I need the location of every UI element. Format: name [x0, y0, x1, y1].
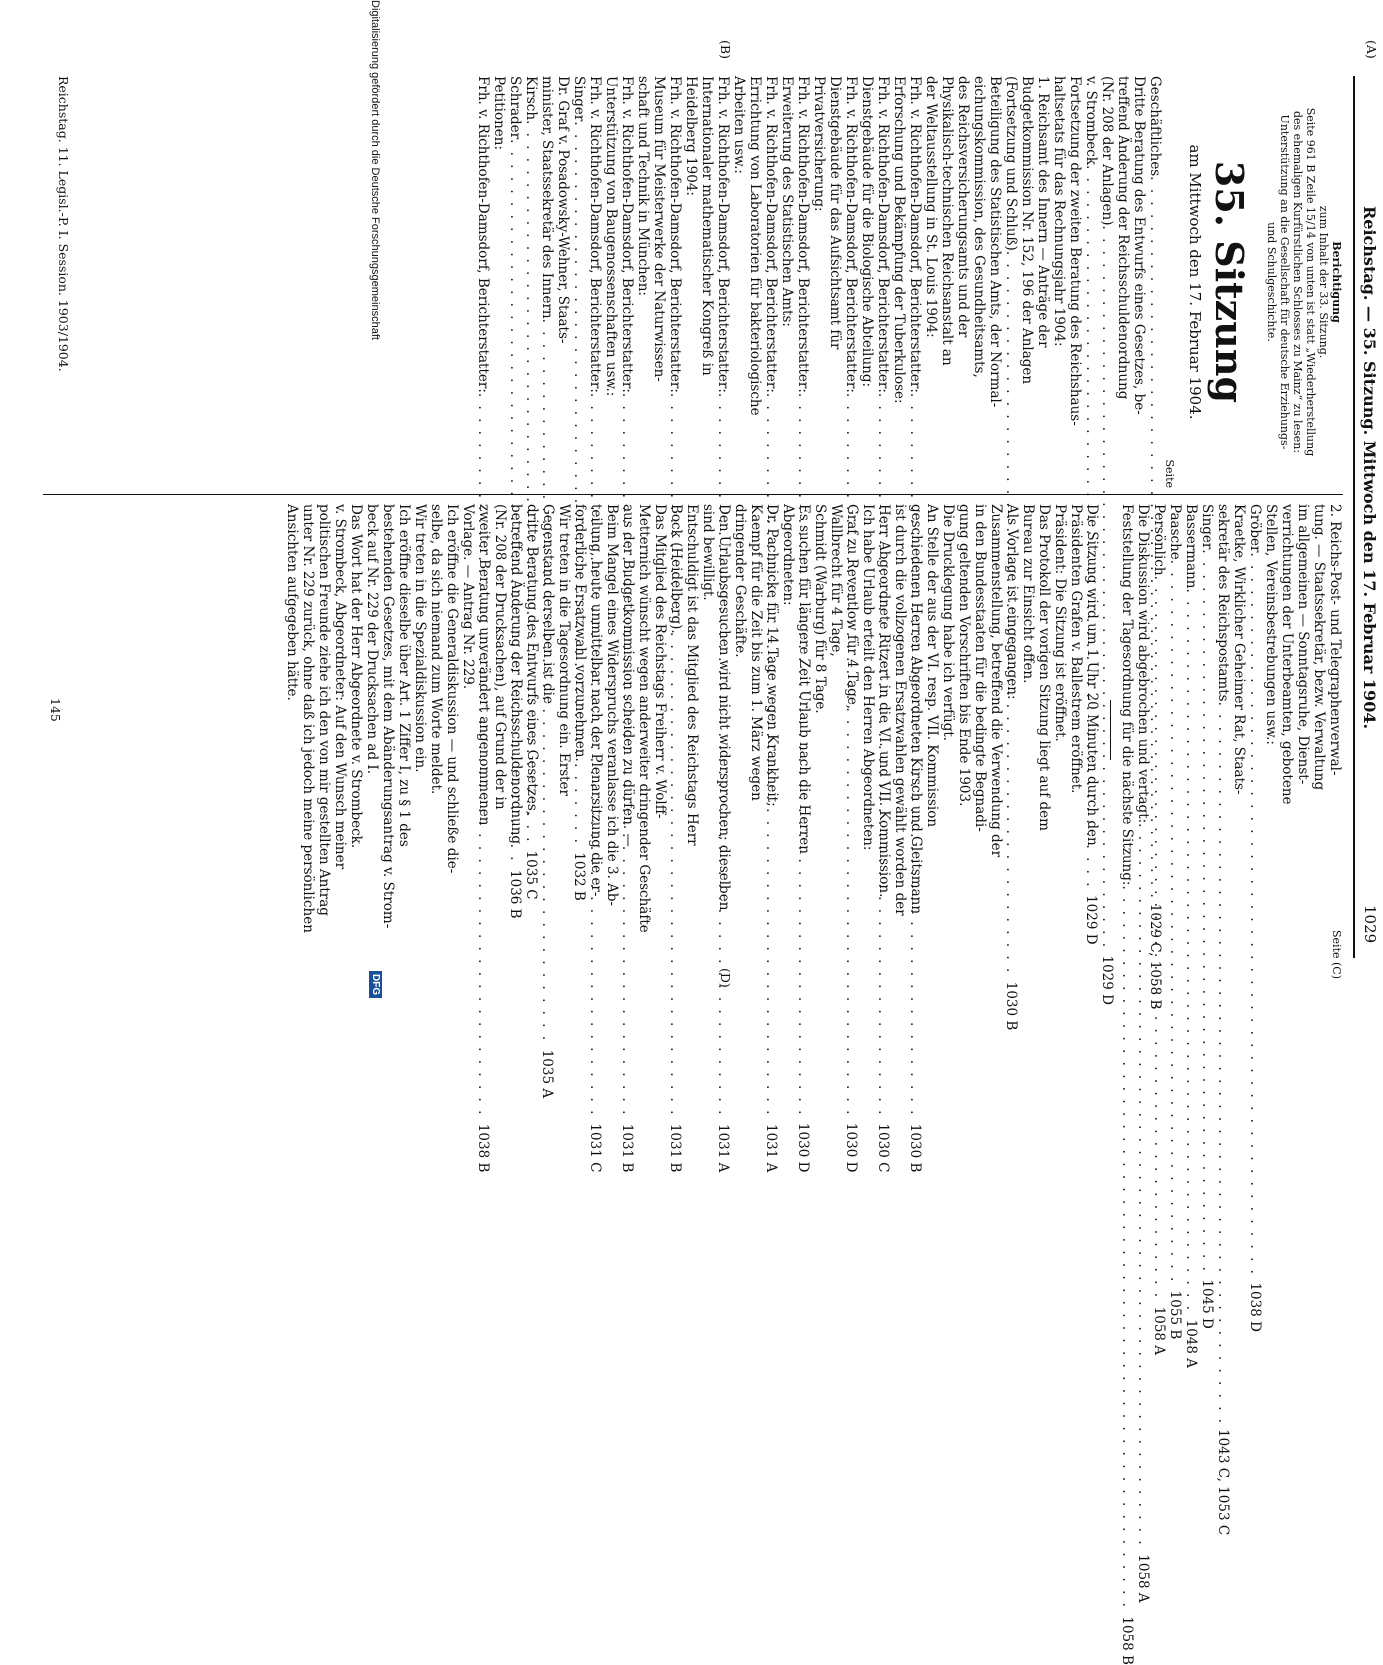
toc-leader-dots: [1119, 885, 1135, 1609]
toc-leader-dots: [1247, 552, 1263, 1276]
text-line: (Nr. 208 der Drucksachen), auf Grund der in: [492, 504, 508, 810]
toc-entry-page: 1030 C: [875, 1123, 891, 1173]
text-line: Gegenstand derselben ist die: [540, 504, 556, 704]
text-line: teilung, heute unmittelbar nach der Plenarsitzung die er-: [588, 504, 604, 897]
text-line: Ich habe Urlaub erteilt den Herren Abgeordneten:: [860, 504, 876, 851]
page-header-title: Reichstag. — 35. Sitzung. Mittwoch den 17. Februar 1904.: [1360, 206, 1379, 730]
toc-entry-page: 1030 D: [843, 1122, 859, 1173]
toc-entry-text: Erweiterung des Statistischen Amts:: [779, 76, 795, 327]
toc-entry: [1119, 504, 1135, 1665]
toc-leader-dots: [1151, 576, 1167, 1300]
toc-entry-page: 1029 D: [1099, 955, 1115, 1005]
text-line: Ich eröffne dieselbe über Art. 1 Ziffer I, zu § 1 des: [396, 504, 412, 847]
toc-entry-text: Kraetke, Wirklicher Geheimer Rat, Staats-: [1231, 504, 1247, 795]
correction-line: Seite 961 B Zeile 15/14 von unten ist statt „Wiederherstellung: [1304, 107, 1317, 457]
text-line: Graf zu Reventlow für 4 Tage,: [844, 504, 860, 710]
toc-entry: [1279, 504, 1295, 956]
toc-entry-page: 1030 B: [907, 1123, 923, 1173]
toc-entry: [731, 76, 747, 488]
toc-entry-text: Petitionen:: [491, 76, 507, 151]
toc-entry-text: Frh. v. Richthofen-Damsdorf, Berichterstatter:: [763, 76, 779, 393]
text-line: Vorlage. — Antrag Nr. 229.: [460, 504, 476, 690]
text-line: zweiter Beratung unverändert angenommenen: [476, 504, 492, 826]
text-line: politischen Freunde ziehe ich den von mir gestellten Antrag: [316, 504, 332, 916]
toc-entry: [859, 76, 875, 488]
text-line: An Stelle der aus der VI. resp. VII. Kommission: [924, 504, 940, 828]
toc-entry-text: Die Diskussion wird abgebrochen und vertagt:: [1135, 504, 1151, 824]
text-line: Die Sitzung wird um 1 Uhr 20 Minuten durch den: [1084, 504, 1100, 846]
toc-entry-page: 1035 C: [523, 850, 539, 900]
text-line: Kaempf für die Zeit bis zum 1. März wegen: [748, 504, 764, 801]
toc-entry-text: Internationaler mathematischer Kongreß in: [699, 76, 715, 376]
toc-entry: [1135, 504, 1151, 1603]
toc-entry-text: Unterstützung von Baugenossenschaften usw.:: [603, 76, 619, 397]
toc-entry-text: minister, Staatssekretär des Innern: [539, 76, 555, 319]
text-line: Das Protokoll der vorigen Sitzung liegt auf dem: [1036, 504, 1052, 831]
page-number: 1029: [1361, 905, 1379, 944]
toc-entry: [1115, 76, 1131, 488]
text-line: bestehenden Gesetzes, mit dem Abänderungsantrag v. Strom-: [380, 504, 396, 929]
proceedings-text: [284, 504, 1100, 956]
toc-entry-text: Physikalisch-technischen Reichsanstalt an: [939, 76, 955, 366]
toc-entry: [955, 76, 971, 488]
toc-entry-text: Frh. v. Richthofen-Damsdorf, Berichterstatter:: [875, 76, 891, 393]
toc-entry-text: Frh. v. Richthofen-Damsdorf, Berichterstatter:: [667, 76, 683, 393]
toc-entry: [603, 76, 619, 488]
dfg-logo-icon: DFG: [369, 971, 382, 998]
text-line: Bureau zur Einsicht offen.: [1020, 504, 1036, 684]
toc-entry-text: tung. — Staatssekretär, bezw. Verwaltung: [1311, 504, 1327, 791]
text-line: Präsidenten Grafen v. Ballestrem eröffnet.: [1068, 504, 1084, 794]
column-rule: [43, 494, 1343, 495]
toc-entry-page: 1031 A: [763, 1124, 779, 1173]
text-line: Abgeordneten:: [780, 504, 796, 606]
toc-entry-text: Frh. v. Richthofen-Damsdorf, Berichterstatter:: [843, 76, 859, 393]
toc-leader-dots: [1183, 589, 1199, 1313]
toc-leader-dots: [1167, 560, 1183, 1284]
toc-entry-text: Singer: [1199, 504, 1215, 550]
toc-entry: [1231, 504, 1247, 956]
toc-entry-text: Frh. v. Richthofen-Damsdorf, Berichterstatter:: [475, 76, 491, 393]
toc-entry: [1295, 504, 1311, 956]
toc-entry: [1247, 504, 1263, 1332]
text-line: dringender Geschäfte.: [732, 504, 748, 658]
toc-entry-page: 1038 B: [475, 1123, 491, 1173]
text-line: Herr Abgeordnete Ritzert in die VI. und VII. Kommission.: [876, 504, 892, 898]
toc-entry-text: Museum für Meisterwerke der Naturwissen-: [651, 76, 667, 382]
text-line: selbe, da sich niemand zum Worte meldet.: [428, 504, 444, 795]
text-line: betreffend Änderung der Reichsschuldenordnung: [508, 504, 524, 845]
toc-entry: [1019, 76, 1035, 488]
toc-entry-text: Erforschung und Bekämpfung der Tuberkulose:: [891, 76, 907, 404]
text-line: Entschuldigt ist das Mitglied des Reichstags Herr: [684, 504, 700, 846]
text-line: Den Urlaubsgesuchen wird nicht widersprochen; dieselben: [716, 504, 732, 911]
toc-entry: [1263, 504, 1279, 956]
toc-entry-text: im allgemeinen — Sonntagsruhe, Dienst-: [1295, 504, 1311, 785]
correction-line: zum Inhalt der 33. Sitzung.: [1317, 205, 1330, 359]
toc-entry-text: Schrader: [507, 76, 523, 140]
toc-entry-text: der Weltausstellung in St. Louis 1904:: [923, 76, 939, 338]
toc-entry-text: Beteiligung des Statistischen Amts, der Normal-: [987, 76, 1003, 408]
toc-entry: [1183, 504, 1199, 1369]
header-rule: [1353, 76, 1355, 958]
toc-entry-page: 1030 B: [1003, 981, 1019, 1031]
text-line: Präsident: Die Sitzung ist eröffnet.: [1052, 504, 1068, 742]
seite-label: Seite: [1163, 459, 1176, 488]
text-line: Ich eröffne die Generaldiskussion — und schließe die-: [444, 504, 460, 874]
toc-entry-page: 1048 A: [1183, 1319, 1199, 1369]
text-line: Dr. Pachnicke für 14 Tage wegen Krankheit;: [764, 504, 780, 807]
toc-entry-text: Privatversicherung:: [811, 76, 827, 212]
text-line: ist durch die vollzogenen Ersatzwahlen gewählt worden der: [892, 504, 908, 916]
margin-marker-b: (B): [718, 40, 733, 59]
toc-entry-text: Dienstgebäude für die Biologische Abteilung:: [859, 76, 875, 388]
toc-entry: [747, 76, 763, 488]
toc-entry-text: Gröber: [1247, 504, 1263, 553]
toc-entry: [635, 76, 651, 488]
toc-entry-text: Budgetkommission Nr. 152, 196 der Anlagen: [1019, 76, 1035, 385]
text-line: Ansichten aufgegeben hätte.: [284, 504, 300, 701]
text-line: Das Wort hat der Herr Abgeordnete v. Strombeck.: [348, 504, 364, 849]
toc-entry-text: Kirsch: [523, 76, 539, 121]
toc-entry-page: 1036 B: [507, 870, 523, 919]
toc-entry-page: 1043 C, 1053 C: [1215, 1429, 1231, 1536]
toc-entry-text: schaft und Technik in München:: [635, 76, 651, 296]
text-line: forderliche Ersatzwahl vorzunehmen.: [572, 504, 588, 762]
text-line: Es suchen für längere Zeit Urlaub nach die Herren: [796, 504, 812, 854]
text-line: in den Bundesstaaten für die bedingte Begnadi-: [972, 504, 988, 832]
page-foot-number: 145: [48, 698, 63, 722]
text-line: Bock (Heidelberg).: [668, 504, 684, 634]
toc-entry-page: 1058 B: [1119, 1616, 1135, 1665]
text-line: v. Strombeck, Abgeordneter: Auf den Wunsch meiner: [332, 504, 348, 870]
toc-entry-page: 1031 B: [667, 1123, 683, 1173]
toc-entry-text: (Nr. 208 der Anlagen): [1099, 76, 1115, 226]
text-line: Wir treten in die Spezialdiskussion ein.: [412, 504, 428, 773]
text-line: aus der Budgetkommission scheiden zu dürfen. —: [620, 504, 636, 847]
toc-entry-text: Frh. v. Richthofen-Damsdorf, Berichterstatter:: [587, 76, 603, 393]
toc-entry: [1035, 76, 1051, 488]
toc-entry-page: 1029 C, 1058 B: [1147, 903, 1163, 1010]
toc-entry-text: treffend Änderung der Reichsschuldenordnung: [1115, 76, 1131, 400]
toc-entry: [683, 76, 699, 488]
correction-line: des ehemaligen Kurfürstlichen Schlosses zu Mainz“ zu lesen:: [1291, 110, 1304, 454]
correction-line: und Schulgeschichte.: [1265, 222, 1278, 342]
text-line: geschiedenen Herren Abgeordneten Kirsch und Gleitsmann: [908, 504, 924, 915]
toc-entry-text: Persönlich: [1151, 504, 1167, 576]
toc-entry-page: 1029 D: [1083, 895, 1099, 945]
toc-entry-text: 2. Reichs-Post- und Telegraphenverwal-: [1327, 504, 1343, 776]
toc-entry-page: 1030 D: [795, 1122, 811, 1173]
toc-entry: [987, 76, 1003, 488]
toc-entry-text: des Reichsversicherungsamts und der: [955, 76, 971, 338]
toc-entry-page: 1031 A: [715, 1124, 731, 1173]
toc-entry-page: 1058 A: [1135, 1554, 1151, 1603]
text-line: Wallbrecht für 4 Tage,: [828, 504, 844, 657]
correction-title: Berichtigung: [1330, 241, 1343, 323]
toc-entry-text: Dienstgebäude für das Aufsichtsamt für: [827, 76, 843, 350]
toc-entry-page: 1032 B: [571, 852, 587, 901]
toc-entry-text: Frh. v. Richthofen-Damsdorf, Berichterstatter:: [907, 76, 923, 393]
toc-entry-text: v. Strombeck: [1083, 76, 1099, 166]
toc-entry: [1167, 504, 1183, 1340]
toc-entry-text: 1. Reichsamt des Innern — Anträge der: [1035, 76, 1051, 348]
toc-entry: [555, 76, 571, 488]
toc-entry-text: (Fortsetzung und Schluß): [1003, 76, 1019, 251]
separator-rule: [1110, 700, 1111, 760]
margin-marker-a: (A): [1364, 40, 1379, 59]
toc-entry: [651, 76, 667, 488]
toc-entry: [491, 76, 507, 488]
toc-entry: [1199, 504, 1215, 1329]
toc-entry-text: Dr. Graf v. Posadowsky-Wehner, Staats-: [555, 76, 571, 344]
toc-entry: [971, 76, 987, 488]
digitization-credit: [363, 0, 383, 1000]
text-line: gung geltenden Vorschriften bis Ende 1903.: [956, 504, 972, 807]
toc-entry: [811, 76, 827, 488]
toc-entry: [1131, 76, 1147, 488]
toc-entry-text: Stellen, Vereinsbestrebungen usw.:: [1263, 504, 1279, 745]
toc-entry-page: 1055 B: [1167, 1290, 1183, 1340]
text-line: Metternich wünscht wegen anderweiter dringender Geschäfte: [636, 504, 652, 933]
toc-entry: [939, 76, 955, 488]
toc-entry: [891, 76, 907, 488]
toc-entry: [1067, 76, 1083, 488]
toc-entry: [1311, 504, 1327, 956]
text-line: Das Mitglied des Reichstags Freiherr v. Wolff-: [652, 504, 668, 819]
session-title: 35. Sitzung: [1207, 160, 1252, 404]
toc-entry-text: haltsetats für das Rechnungsjahr 1904:: [1051, 76, 1067, 347]
text-line: Zusammenstellung, betreffend die Verwendung der: [988, 504, 1004, 858]
toc-entry-text: Feststellung der Tagesordnung für die nächste Sitzung:: [1119, 504, 1135, 886]
text-line: dritte Beratung des Entwurfs eines Gesetzes,: [524, 504, 540, 816]
margin-marker-d: (D): [718, 968, 733, 988]
toc-entry-page: 1035 A: [539, 1049, 555, 1099]
toc-entry: [699, 76, 715, 488]
toc-leader-dots: [1215, 702, 1231, 1426]
toc-entry: [1327, 504, 1343, 956]
toc-entry-page: 1045 D: [1199, 1279, 1215, 1329]
text-line: Beim Mangel eines Widerspruchs veranlasse ich die 3. Ab-: [604, 504, 620, 907]
toc-entry-text: Arbeiten usw.:: [731, 76, 747, 174]
toc-entry: [1051, 76, 1067, 488]
toc-entry: [1099, 76, 1115, 1005]
session-date: am Mittwoch den 17. Februar 1904.: [1186, 144, 1204, 420]
toc-entry-text: Paasche: [1167, 504, 1183, 560]
toc-entry-text: Frh. v. Richthofen-Damsdorf, Berichterstatter:: [715, 76, 731, 393]
toc-leader-dots: [1199, 549, 1215, 1273]
toc-entry-text: Dritte Beratung des Entwurfs eines Gesetzes, be-: [1131, 76, 1147, 415]
toc-entry-text: Frh. v. Richthofen-Damsdorf, Berichterstatter:: [795, 76, 811, 393]
text-line: sind bewilligt.: [700, 504, 716, 601]
toc-entry-text: Bassermann: [1183, 504, 1199, 589]
toc-entry-text: Geschäftliches: [1147, 76, 1163, 177]
toc-entry-page: 1058 A: [1151, 1306, 1167, 1356]
credit-text: Digitalisierung gefördert durch die Deutsche Forschungsgemeinschaft: [369, 0, 381, 340]
toc-entry-text: Frh. v. Richthofen-Damsdorf, Berichterstatter:: [619, 76, 635, 393]
text-line: Die Drucklegung habe ich verfügt.: [940, 504, 956, 742]
toc-leader-dots: [1135, 823, 1151, 1547]
toc-entry: [923, 76, 939, 488]
toc-entry-text: Heidelberg 1904:: [683, 76, 699, 196]
toc-entry: [827, 76, 843, 488]
footer-session: Reichstag. 11. Legisl.-P. I. Session. 1903/1904.: [56, 76, 71, 372]
toc-entry: [779, 76, 795, 488]
text-line: Schmidt (Warburg) für 8 Tage.: [812, 504, 828, 714]
text-line: beck auf Nr. 229 der Drucksachen ad I.: [364, 504, 380, 775]
text-line: Als Vorlage ist eingegangen:: [1004, 504, 1020, 700]
toc-entry-text: sekretär des Reichspostamts: [1215, 504, 1231, 702]
toc-entry-text: eichungskommission, des Gesundheitsamts,: [971, 76, 987, 378]
toc-entry-page: 1031 C: [587, 1123, 603, 1173]
text-line: unter Nr. 229 zurück, ohne daß ich jedoch meine persönlichen: [300, 504, 316, 933]
toc-entry: [1215, 504, 1231, 1536]
toc-entry-text: Errichtung von Laboratorien für bakteriologische: [747, 76, 763, 416]
toc-entry-text: Fortsetzung der zweiten Beratung des Reichshaus-: [1067, 76, 1083, 426]
text-line: Wir treten in die Tagesordnung ein. Erster: [556, 504, 572, 797]
toc-entry-text: Singer: [571, 76, 587, 122]
toc-entry-page: 1038 D: [1247, 1282, 1263, 1332]
toc-entry-text: verrichtungen der Unterbeamten, gebotene: [1279, 504, 1295, 805]
toc-entry-page: 1031 B: [619, 1123, 635, 1173]
correction-line: Unterstützung an die Gesellschaft für deutsche Erziehungs-: [1278, 114, 1291, 450]
seite-c-label: Seite (C): [1330, 930, 1343, 979]
